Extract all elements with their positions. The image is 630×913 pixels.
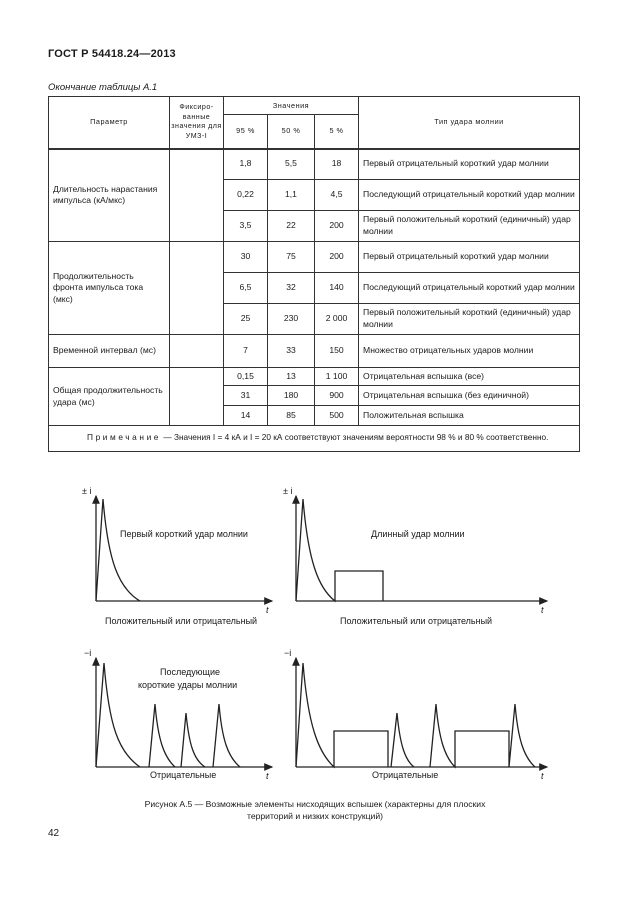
stroke-type: Положительная вспышка [359,406,580,426]
value-p95: 0,15 [224,368,268,386]
panel-2-label: Длинный удар молнии [371,529,465,539]
data-table [48,96,580,452]
panel-3-label-line-2: короткие удары молнии [138,680,238,690]
value-p5: 200 [315,242,359,273]
panel-2-x-axis-label: t [541,605,544,615]
value-p50: 13 [268,368,315,386]
value-p5: 18 [315,149,359,180]
value-p5: 1 100 [315,368,359,386]
value-p95: 30 [224,242,268,273]
group-label: Продолжительность фронта импульса тока (мкс) [49,242,170,335]
col-header-p5: 5 % [315,115,359,149]
value-p5: 4,5 [315,180,359,211]
page-number: 42 [48,828,60,839]
note-text: — Значения I = 4 кА и I = 20 кА соответствуют значениям вероятности 98 % и 80 % соответственно. [161,432,549,442]
panel-1-x-axis-label: t [266,605,269,615]
fixed-value-cell [170,149,224,242]
value-p95: 6,5 [224,273,268,304]
table-caption: Окончание таблицы А.1 [48,82,158,93]
panel-1-y-axis-label: ± i [82,486,92,496]
value-p5: 500 [315,406,359,426]
document-id: ГОСТ Р 54418.24—2013 [48,48,176,60]
figure-caption [60,798,570,823]
stroke-type: Последующий отрицательный короткий удар молнии [359,180,580,211]
value-p95: 14 [224,406,268,426]
group-label: Общая продолжительность удара (мс) [49,368,170,426]
note-word: Примечание [87,432,162,442]
panel-1-axes [96,496,272,601]
value-p95: 7 [224,335,268,368]
value-p95: 3,5 [224,211,268,242]
table-row [49,368,580,386]
group-label: Длительность нарастания импульса (кА/мкс) [49,149,170,242]
col-header-p50: 50 % [268,115,315,149]
panel-4-waveform [296,663,535,767]
value-p50: 1,1 [268,180,315,211]
fixed-value-cell [170,368,224,426]
value-p50: 33 [268,335,315,368]
stroke-type: Отрицательная вспышка (без единичной) [359,386,580,406]
panel-4-axes [296,658,547,767]
value-p5: 140 [315,273,359,304]
value-p95: 0,22 [224,180,268,211]
panel-3-label-line-1: Последующие [160,667,220,677]
stroke-type: Первый отрицательный короткий удар молнии [359,242,580,273]
panel-3-waveform [96,663,240,767]
col-header-values: Значения [224,97,359,115]
value-p50: 180 [268,386,315,406]
value-p50: 85 [268,406,315,426]
panel-2-waveform [296,499,383,601]
value-p5: 150 [315,335,359,368]
stroke-type: Отрицательная вспышка (все) [359,368,580,386]
value-p50: 230 [268,304,315,335]
panel-3-axes [96,658,272,767]
stroke-type: Множество отрицательных ударов молнии [359,335,580,368]
group-label: Временной интервал (мс) [49,335,170,368]
panel-3-x-axis-label: t [266,771,269,781]
panel-3-bottom-label: Отрицательные [150,770,217,780]
value-p50: 32 [268,273,315,304]
value-p50: 75 [268,242,315,273]
panel-2-y-axis-label: ± i [283,486,293,496]
value-p50: 22 [268,211,315,242]
panel-2-bottom-label: Положительный или отрицательный [340,616,493,626]
figure-caption-line-1: Рисунок А.5 — Возможные элементы нисходящих вспышек (характерны для плоских [144,799,486,809]
value-p95: 1,8 [224,149,268,180]
panel-3-y-axis-label: −i [84,648,92,658]
stroke-type: Первый положительный короткий (единичный) удар молнии [359,211,580,242]
col-header-parameter: Параметр [49,97,170,149]
panel-4-x-axis-label: t [541,771,544,781]
table-note [49,426,580,452]
fixed-value-cell [170,335,224,368]
table-row [49,242,580,273]
table-row [49,335,580,368]
value-p95: 31 [224,386,268,406]
table-row [49,149,580,180]
col-header-stroke-type: Тип удара молнии [359,97,580,149]
value-p50: 5,5 [268,149,315,180]
col-header-p95: 95 % [224,115,268,149]
value-p5: 200 [315,211,359,242]
panel-4-y-axis-label: −i [284,648,292,658]
col-header-fixed: Фиксиро-ванные значения для УМЗ-I [170,97,224,149]
fixed-value-cell [170,242,224,335]
panel-1-waveform [96,499,140,601]
stroke-type: Первый отрицательный короткий удар молнии [359,149,580,180]
panel-1-label: Первый короткий удар молнии [120,529,248,539]
panel-1-bottom-label: Положительный или отрицательный [105,616,258,626]
value-p95: 25 [224,304,268,335]
panel-4-bottom-label: Отрицательные [372,770,439,780]
value-p5: 2 000 [315,304,359,335]
stroke-type: Последующий отрицательный короткий удар молнии [359,273,580,304]
panel-2-axes [296,496,547,601]
stroke-type: Первый положительный короткий (единичный) удар молнии [359,304,580,335]
value-p5: 900 [315,386,359,406]
figure-caption-line-2: территорий и низких конструкций) [246,811,384,822]
table-note-row [49,426,580,452]
